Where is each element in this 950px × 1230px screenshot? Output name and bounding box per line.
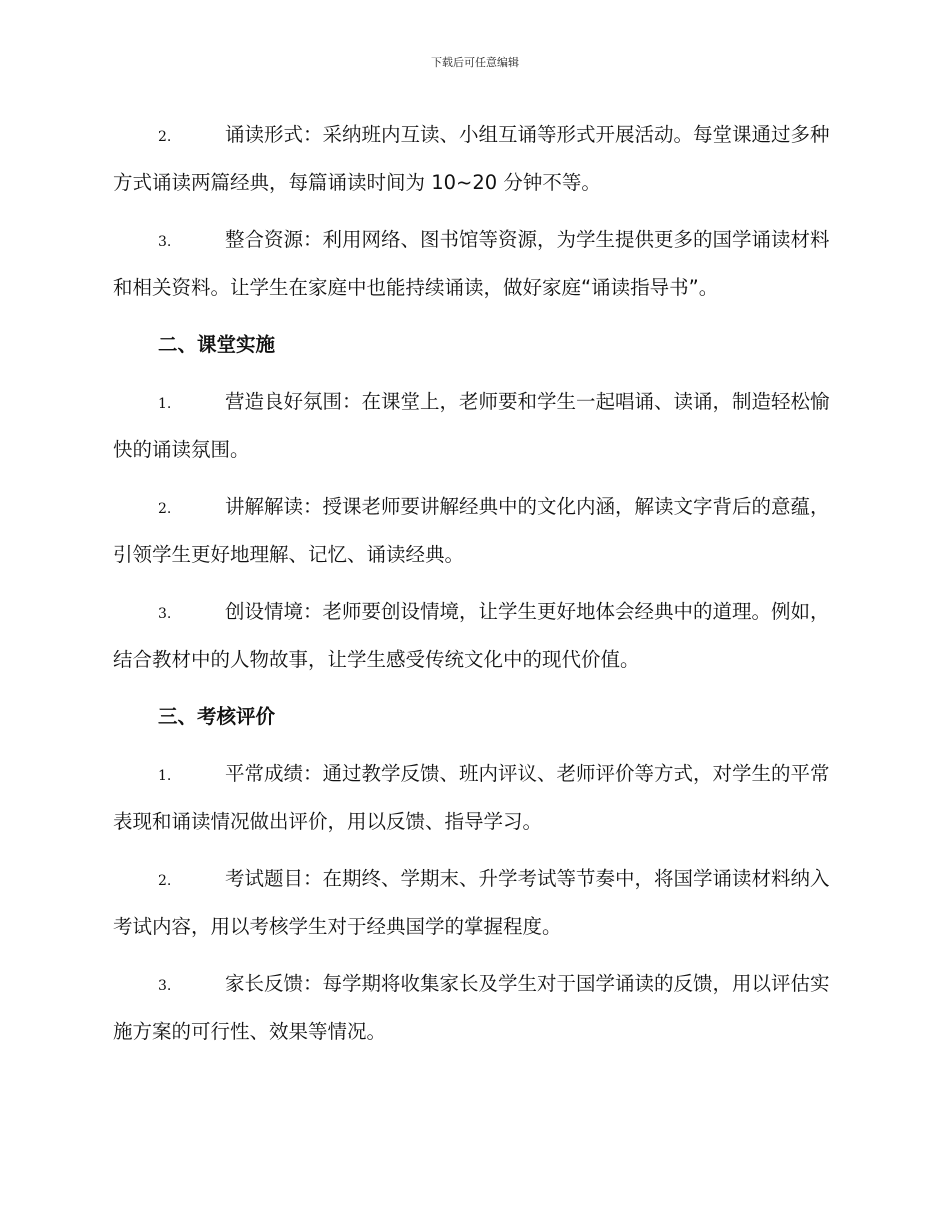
paragraph-text: 诵读形式：采纳班内互读、小组互诵等形式开展活动。每堂课通过多种方式诵读两篇经典，每篇诵读时间为 10~20 分钟不等。 — [113, 123, 830, 194]
paragraph-s3-3 — [113, 961, 835, 1054]
item-number: 2. — [158, 501, 172, 517]
paragraph-text: 营造良好氛围：在课堂上，老师要和学生一起唱诵、读诵，制造轻松愉快的诵读氛围。 — [113, 390, 830, 461]
paragraph-s2-2 — [113, 484, 835, 577]
paragraph-s2-1 — [113, 379, 835, 472]
item-number: 3. — [158, 978, 172, 994]
paragraph-text: 平常成绩：通过教学反馈、班内评议、老师评价等方式，对学生的平常表现和诵读情况做出评价，用以反馈、指导学习。 — [113, 762, 830, 833]
section-heading-classroom: 二、课堂实施 — [158, 333, 276, 356]
item-number: 3. — [158, 234, 172, 250]
paragraph-text: 讲解解读：授课老师要讲解经典中的文化内涵，解读文字背后的意蕴，引领学生更好地理解、记忆、诵读经典。 — [113, 495, 830, 566]
paragraph-s3-2 — [113, 856, 835, 949]
paragraph-s3-1 — [113, 751, 835, 844]
document-body — [113, 112, 835, 1066]
item-number: 1. — [158, 768, 172, 784]
paragraph-text: 整合资源：利用网络、图书馆等资源，为学生提供更多的国学诵读材料和相关资料。让学生在家庭中也能持续诵读，做好家庭“诵读指导书”。 — [113, 228, 830, 299]
item-number: 3. — [158, 606, 172, 622]
paragraph-s1-3 — [113, 217, 835, 310]
paragraph-s2-3 — [113, 589, 835, 682]
paragraph-text: 考试题目：在期终、学期末、升学考试等节奏中，将国学诵读材料纳入考试内容，用以考核学生对于经典国学的掌握程度。 — [113, 867, 830, 938]
paragraph-text: 家长反馈：每学期将收集家长及学生对于国学诵读的反馈，用以评估实施方案的可行性、效果等情况。 — [113, 972, 830, 1043]
item-number: 2. — [158, 129, 172, 145]
paragraph-s1-2 — [113, 112, 835, 205]
section-heading-assessment: 三、考核评价 — [158, 705, 276, 728]
item-number: 2. — [158, 873, 172, 889]
paragraph-text: 创设情境：老师要创设情境，让学生更好地体会经典中的道理。例如，结合教材中的人物故事，让学生感受传统文化中的现代价值。 — [113, 600, 830, 671]
item-number: 1. — [158, 396, 172, 412]
page-header: 下载后可任意编辑 — [431, 56, 519, 69]
